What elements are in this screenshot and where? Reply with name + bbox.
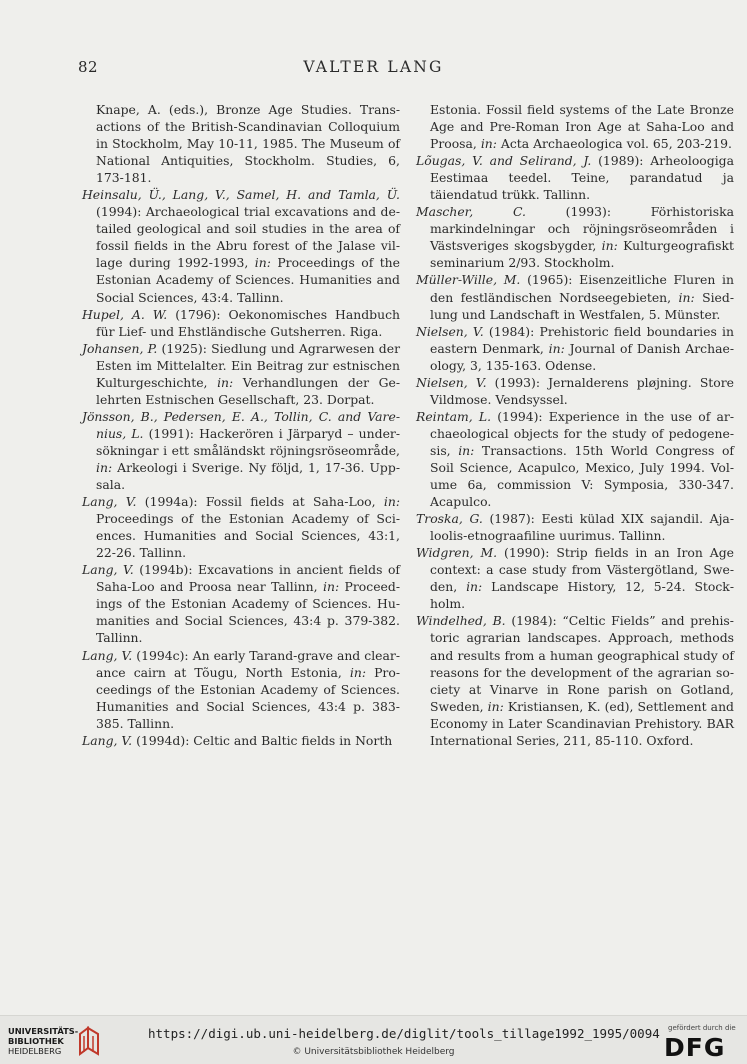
reference-text: (1994a): Fossil fields at Saha-Loo, [136, 494, 384, 510]
library-name-line2: BIBLIOTHEK [8, 1036, 64, 1046]
reference-entry [416, 544, 734, 612]
reference-entry [82, 493, 400, 561]
reference-author: Windelhed, B. [416, 613, 506, 629]
reference-in: in: [548, 340, 565, 356]
reference-in: in: [323, 579, 340, 595]
reference-rest: Transactions. 15th World Congress of Soil Science, Acapulco, Mexico, July 1994. Volume 6a, commission V: Symposia, 330-347. Acapulco. [430, 442, 734, 510]
reference-author: Lang, V. [82, 647, 133, 663]
reference-entry [82, 408, 400, 493]
reference-entry [416, 408, 734, 510]
reference-text: (1993): Förhistoriska markindelningar och röjningsröseområden i Västsveriges skogsbygder, [430, 204, 734, 254]
reference-in: in: [480, 136, 497, 152]
reference-in: in: [601, 238, 618, 254]
reference-text: (1965): Eisenzeitliche Fluren in den festländischen Nordseegebieten, [430, 272, 734, 305]
reference-rest: Kristiansen, K. (ed), Settlement and Economy in Later Scandinavian Prehistory. BAR International Series, 211, 85-110. Oxford. [430, 698, 734, 748]
reference-text: (1991): Hackerören i Järparyd – undersökningar i ett småländskt röjningsröseområde, [96, 425, 401, 458]
reference-in: in: [383, 494, 400, 510]
reference-in: in: [487, 698, 504, 714]
reference-in: in: [458, 442, 475, 458]
reference-author: Nielsen, V. [416, 374, 487, 390]
reference-text: (1994b): Excavations in ancient fields of Saha-Loo and Proosa near Tallinn, [96, 562, 400, 595]
page-url-link[interactable]: https://digi.ub.uni-heidelberg.de/diglit/tools_tillage1992_1995/0094 [148, 1026, 660, 1041]
reference-author: Nielsen, V. [416, 323, 484, 339]
reference-in: in: [254, 255, 271, 271]
reference-in: in: [466, 579, 483, 595]
reference-rest: Arkeologi i Sverige. Ny följd, 1, 17-36. Uppsala. [96, 459, 400, 493]
reference-rest: Landscape History, 12, 5-24. Stockholm. [430, 579, 735, 612]
reference-author: Lõugas, V. and Selirand, J. [416, 153, 592, 169]
reference-entry [416, 152, 734, 203]
reference-entry [416, 612, 734, 748]
reference-text: (1994): Experience in the use of archaeological objects for the study of pedogenesis, [430, 408, 735, 458]
reference-entry [82, 340, 400, 408]
reference-text: (1984): Prehistoric field boundaries in eastern Denmark, [430, 323, 734, 356]
reference-entry [416, 323, 734, 374]
page-number: 82 [78, 58, 99, 76]
references-right-column [416, 101, 734, 749]
reference-author: Lang, V. [82, 562, 134, 578]
reference-text: (1994): Archaeological trial excavations and detailed geological and soil studies in the area of fossil fields in the Abru forest of the Jalase village during 1992-1993, [96, 204, 400, 271]
reference-text: (1994c): An early Tarand-grave and clearance cairn at Tõugu, North Estonia, [96, 647, 401, 680]
reference-author: Müller-Wille, M. [416, 272, 521, 288]
reference-text: (1796): Oekonomisches Handbuch für Lief- und Ehstländische Gutsherren. Riga. [96, 306, 400, 339]
reference-author: Jönsson, B., Pedersen, E. A., Tollin, C. and Varenius, L. [82, 408, 400, 441]
reference-rest: Verhandlungen der Gelehrten Estnischen Gesellschaft, 23. Dorpat. [96, 374, 400, 407]
references-left-column [82, 101, 400, 749]
reference-text: Knape, A. (eds.), Bronze Age Studies. Transactions of the British-Scandinavian Colloquium in Stockholm, May 10-11, 1985. The Museum of National Antiquities, Stockholm. Studies, 6, 173-181. [96, 102, 400, 186]
reference-text: (1984): “Celtic Fields” and prehistoric agrarian landscapes. Approach, methods and results from a human geographical study of reasons for the development of the agrarian society at Vinarve in Rone parish on Gotland, Sweden, [430, 613, 734, 714]
reference-in: in: [96, 459, 113, 475]
reference-rest: Kulturgeografiskt seminarium 2/93. Stockholm. [430, 238, 735, 271]
reference-rest: Siedlung und Landschaft in Westfalen, 5. Münster. [430, 289, 734, 322]
reference-text: (1990): Strip fields in an Iron Age context: a case study from Västergötland, Sweden, [430, 545, 734, 595]
reference-entry [82, 186, 400, 305]
reference-entry [416, 271, 734, 322]
reference-author: Troska, G. [416, 511, 483, 527]
reference-entry [82, 732, 400, 749]
dfg-funding-note: gefördert durch die [668, 1024, 736, 1032]
reference-rest: Acta Archaeologica vol. 65, 203-219. [496, 136, 732, 152]
reference-entry [82, 647, 400, 732]
reference-text: (1987): Eesti külad XIX sajandil. Ajaloolis-etnograafiline uurimus. Tallinn. [430, 511, 734, 544]
reference-entry [82, 101, 400, 186]
reference-author: Johansen, P. [82, 340, 158, 356]
reference-rest: Proceedings of the Estonian Academy of Sciences. Humanities and Social Sciences, 43:1, 22-26. Tallinn. [96, 511, 400, 561]
reference-rest: Proceedings of the Estonian Academy of Sciences. Humanities and Social Sciences, 43:4 p. 379-382. Tallinn. [96, 579, 400, 646]
reference-in: in: [678, 289, 695, 305]
reference-author: Hupel, A. W. [82, 306, 168, 322]
reference-entry [82, 306, 400, 340]
reference-author: Lang, V. [82, 732, 133, 748]
reference-author: Heinsalu, Ü., Lang, V., Samel, H. and Tamla, Ü. [82, 187, 400, 203]
reference-in: in: [217, 374, 234, 390]
footer-bar [0, 1015, 747, 1064]
reference-text: (1994d): Celtic and Baltic fields in North [132, 732, 393, 748]
reference-text: (1925): Siedlung und Agrarwesen der Esten im Mittelalter. Ein Beitrag zur estnischen Kulturgeschichte, [96, 340, 400, 390]
reference-rest: Journal of Danish Archaeology, 3, 135-163. Odense. [430, 340, 734, 373]
reference-entry [416, 510, 734, 544]
reference-in: in: [349, 664, 367, 680]
reference-author: Lang, V. [82, 494, 137, 510]
copyright-text: © Universitätsbibliothek Heidelberg [292, 1047, 455, 1057]
reference-author: Reintam, L. [416, 408, 492, 424]
reference-text: (1993): Jernalderens pløjning. Store Vildmose. Vendsyssel. [430, 374, 735, 407]
reference-author: Mascher, C. [416, 204, 526, 220]
reference-text: (1989): Arheoloogiga Eestimaa teedel. Teine, parandatud ja täiendatud trükk. Tallinn. [430, 153, 734, 203]
running-head: VALTER LANG [303, 58, 444, 76]
reference-entry [416, 203, 734, 271]
reference-entry [82, 561, 400, 646]
reference-entry [416, 374, 734, 408]
dfg-logo: DFG [664, 1033, 726, 1062]
reference-entry [416, 101, 734, 152]
reference-text: Estonia. Fossil field systems of the Late Bronze Age and Pre-Roman Iron Age at Saha-Loo and Proosa, [430, 102, 734, 152]
reference-rest: Proceedings of the Estonian Academy of Sciences. Humanities and Social Sciences, 43:4 p. 383-385. Tallinn. [96, 664, 400, 731]
reference-author: Widgren, M. [416, 545, 498, 561]
reference-rest: Proceedings of the Estonian Academy of Sciences. Humanities and Social Sciences, 43:4. Tallinn. [96, 255, 400, 305]
library-name-line1: UNIVERSITÄTS- [8, 1026, 79, 1036]
library-name-line3: HEIDELBERG [8, 1046, 62, 1056]
